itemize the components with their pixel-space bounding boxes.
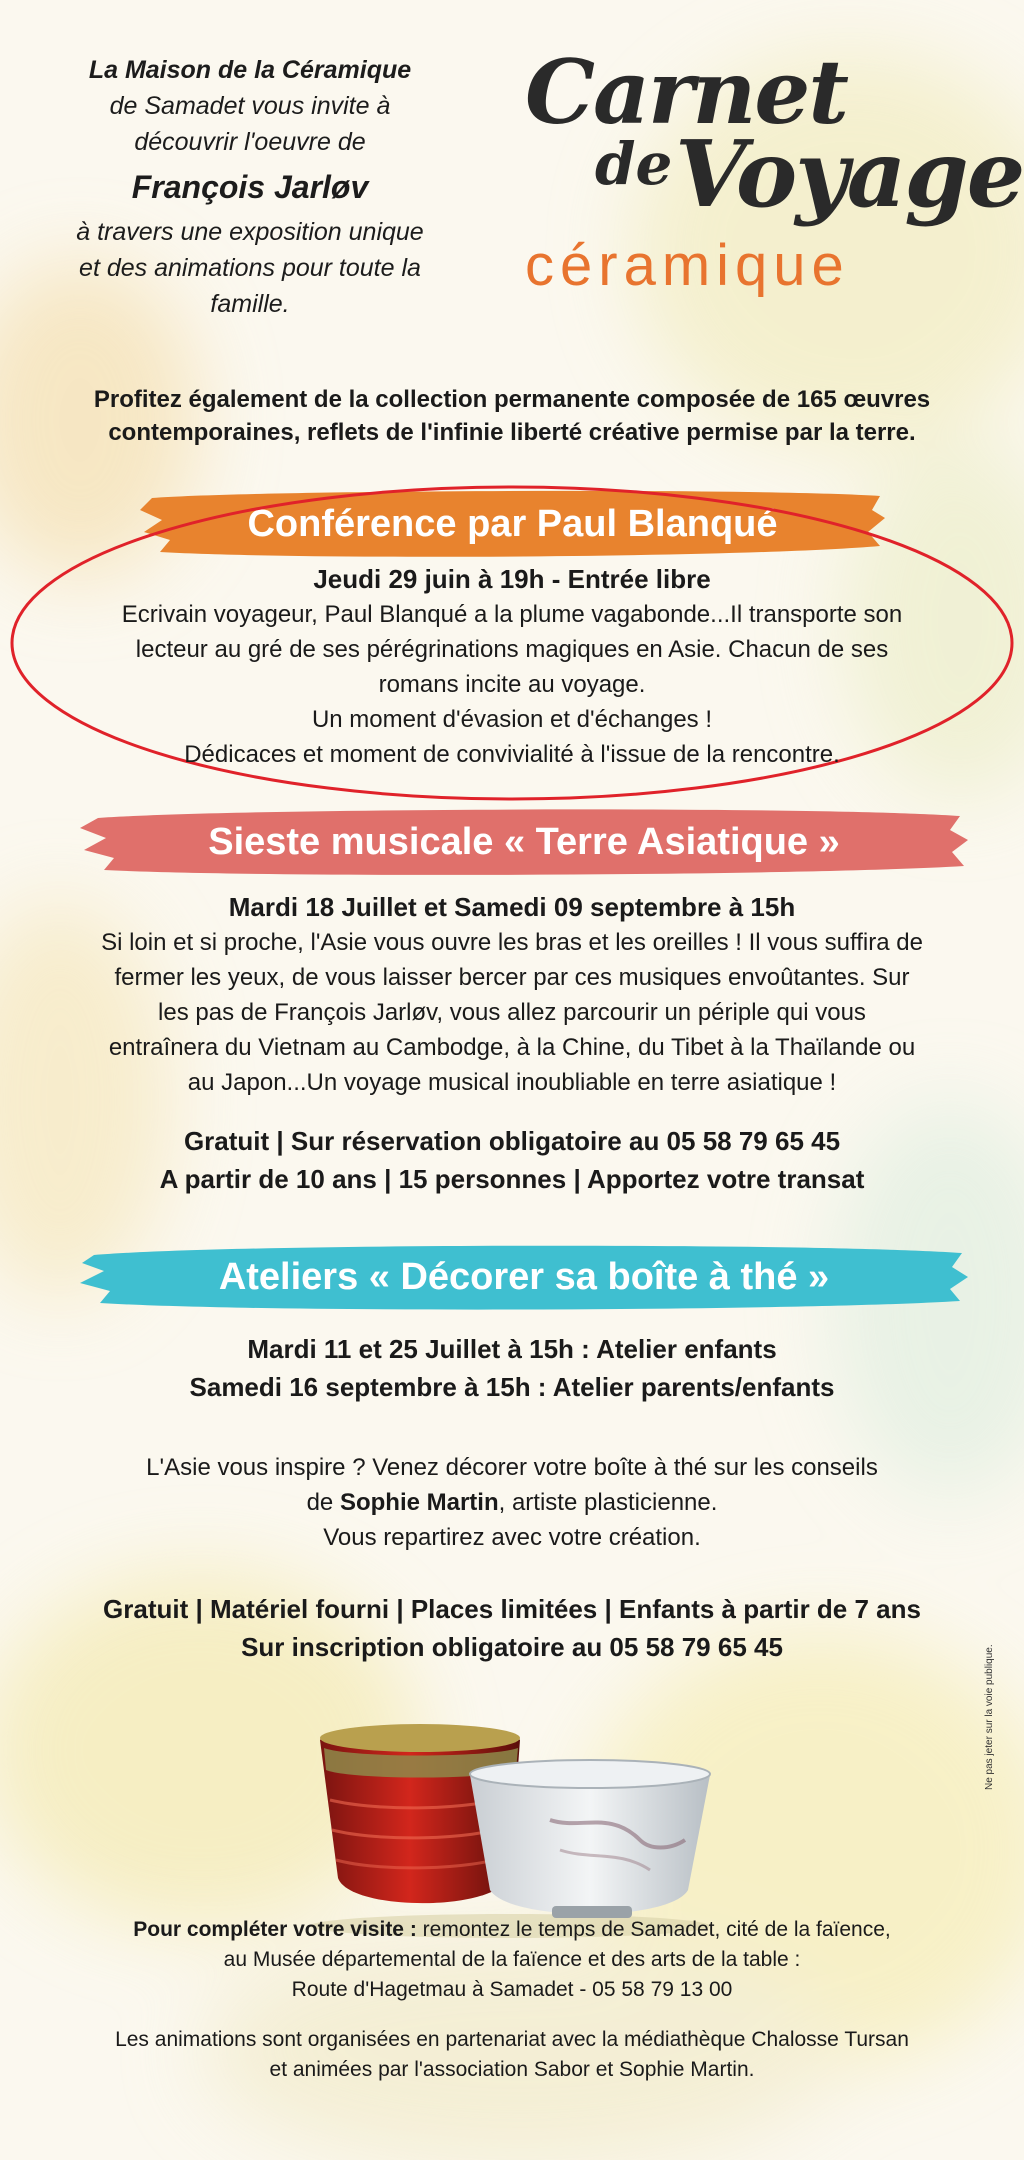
visit-line [60,1915,964,1945]
sieste-info [40,1122,984,1198]
sieste-banner [80,806,968,878]
sieste-details [40,890,984,1100]
logo-word-ceramique: céramique [525,233,850,298]
conference-date: Jeudi 29 juin à 19h - Entrée libre [313,564,711,594]
banner-title: Conférence par Paul Blanqué [247,502,778,545]
visit-label: Pour compléter votre visite : [133,1918,417,1941]
conference-text: lecteur au gré de ses pérégrinations magiques en Asie. Chacun de ses [135,636,889,663]
ateliers-text [40,1485,984,1520]
ateliers-dates [40,1330,984,1406]
intro-line: à travers une exposition unique [76,218,424,246]
sieste-text: entraînera du Vietnam au Cambodge, à la Chine, du Tibet à la Thaïlande ou [108,1034,916,1061]
litter-notice-text: Ne pas jeter sur la voie publique. [984,1644,995,1790]
conference-banner [140,488,885,560]
intro-line: famille. [210,290,290,318]
sieste-info-line: Gratuit | Sur réservation obligatoire au 05 58 79 65 45 [183,1126,841,1156]
ateliers-text: L'Asie vous inspire ? Venez décorer votre boîte à thé sur les conseils [146,1454,878,1481]
ateliers-text-part: de [306,1489,340,1516]
ceramic-bowls-image [290,1700,730,1940]
intro-text [40,52,460,322]
logo-word: Carnet [525,40,848,144]
collection-line: contemporaines, reflets de l'infinie liberté créative permise par la terre. [108,419,916,446]
ateliers-info-line: Gratuit | Matériel fourni | Places limitées | Enfants à partir de 7 ans [103,1594,921,1624]
intro-line: et des animations pour toute la [79,254,421,282]
artist-name: François Jarløv [131,169,369,205]
intro-line: de Samadet vous invite à [109,92,391,120]
ateliers-description [40,1450,984,1555]
sieste-text: au Japon...Un voyage musical inoubliable en terre asiatique ! [187,1069,837,1096]
partner-line: Les animations sont organisées en partenariat avec la médiathèque Chalosse Tursan [115,2028,909,2051]
carnet-de-voyage-logo [505,40,1024,320]
litter-notice [972,1630,995,1790]
sieste-text: fermer les yeux, de vous laisser bercer par ces musiques envoûtantes. Sur [114,964,910,991]
conference-text: romans incite au voyage. [378,671,646,698]
conference-text: Dédicaces et moment de convivialité à l'issue de la rencontre. [184,741,840,768]
collection-line: Profitez également de la collection permanente composée de 165 œuvres [93,386,931,413]
conference-details [40,562,984,772]
ateliers-text: Vous repartirez avec votre création. [323,1524,701,1551]
artist-sophie-martin: Sophie Martin [339,1489,499,1516]
ateliers-text-part: , artiste plasticienne. [498,1489,718,1516]
sieste-text: Si loin et si proche, l'Asie vous ouvre les bras et les oreilles ! Il vous suffira de [101,929,923,956]
visit-line: au Musée départemental de la faïence et des arts de la table : [223,1948,801,1971]
intro-line: découvrir l'oeuvre de [134,128,366,156]
visit-address: Route d'Hagetmau à Samadet - 05 58 79 13 00 [291,1978,733,2001]
banner-title: Sieste musicale « Terre Asiatique » [208,820,840,863]
collection-text [40,383,984,449]
ateliers-date: Mardi 11 et 25 Juillet à 15h : Atelier enfants [247,1334,777,1364]
visit-text: remontez le temps de Samadet, cité de la faïence, [416,1918,891,1941]
ateliers-date: Samedi 16 septembre à 15h : Atelier parents/enfants [189,1372,835,1402]
partner-line: et animées par l'association Sabor et Sophie Martin. [269,2058,755,2081]
logo-word: Voyage [675,120,1024,228]
conference-text: Ecrivain voyageur, Paul Blanqué a la plume vagabonde...Il transporte son [121,601,903,628]
sieste-date: Mardi 18 Juillet et Samedi 09 septembre à 15h [228,892,796,922]
banner-title: Ateliers « Décorer sa boîte à thé » [218,1255,830,1298]
sieste-info-line: A partir de 10 ans | 15 personnes | Apportez votre transat [159,1164,865,1194]
visit-info [60,1915,964,2005]
partner-info [60,2025,964,2085]
intro-line: La Maison de la Céramique [88,56,412,84]
sieste-text: les pas de François Jarløv, vous allez parcourir un périple qui vous [158,999,866,1026]
ateliers-banner [80,1241,968,1313]
conference-text: Un moment d'évasion et d'échanges ! [311,706,713,733]
ateliers-info-line: Sur inscription obligatoire au 05 58 79 65 45 [241,1632,783,1662]
ateliers-info [40,1590,984,1666]
logo-word: de [595,130,673,198]
